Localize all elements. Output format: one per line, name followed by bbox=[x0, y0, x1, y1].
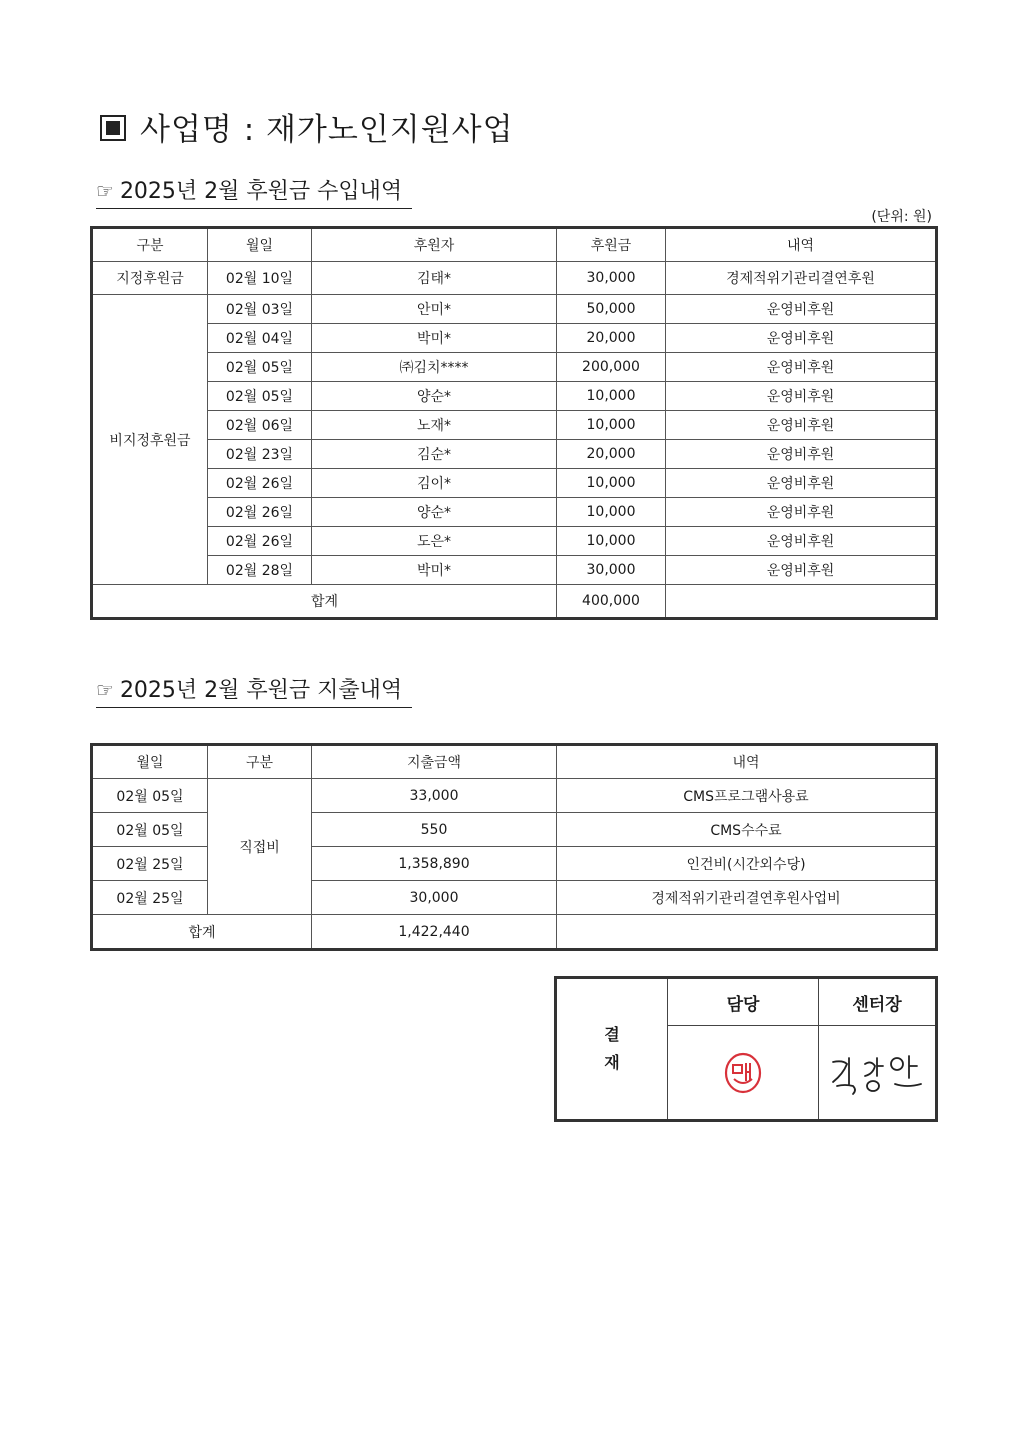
expense-date: 02월 05일 bbox=[92, 813, 208, 847]
income-donor: 노재* bbox=[312, 411, 557, 440]
income-amount: 20,000 bbox=[557, 324, 666, 353]
pointing-hand-icon: ☞ bbox=[96, 179, 114, 203]
income-date: 02월 26일 bbox=[208, 527, 312, 556]
income-date: 02월 10일 bbox=[208, 262, 312, 295]
expense-total-label: 합계 bbox=[92, 915, 312, 950]
income-amount: 30,000 bbox=[557, 556, 666, 585]
header-category: 구분 bbox=[208, 745, 312, 779]
expense-amount: 1,358,890 bbox=[312, 847, 557, 881]
income-amount: 30,000 bbox=[557, 262, 666, 295]
expense-detail: CMS프로그램사용료 bbox=[557, 779, 937, 813]
income-total-row bbox=[92, 585, 937, 619]
staff-seal bbox=[668, 1026, 819, 1119]
income-detail: 운영비후원 bbox=[666, 382, 937, 411]
income-detail: 운영비후원 bbox=[666, 295, 937, 324]
table-row bbox=[92, 382, 937, 411]
expense-date: 02월 25일 bbox=[92, 847, 208, 881]
expense-amount: 33,000 bbox=[312, 779, 557, 813]
expense-heading: ☞ 2025년 2월 후원금 지출내역 bbox=[96, 673, 412, 708]
income-donor: 김이* bbox=[312, 469, 557, 498]
income-donor: 양순* bbox=[312, 382, 557, 411]
income-date: 02월 26일 bbox=[208, 498, 312, 527]
income-amount: 20,000 bbox=[557, 440, 666, 469]
income-donor: 도은* bbox=[312, 527, 557, 556]
page-title: 사업명 : 재가노인지원사업 bbox=[100, 104, 514, 149]
header-detail: 내역 bbox=[557, 745, 937, 779]
income-donor: 안미* bbox=[312, 295, 557, 324]
income-amount: 50,000 bbox=[557, 295, 666, 324]
table-row bbox=[92, 498, 937, 527]
approval-box bbox=[554, 976, 938, 1122]
table-row bbox=[92, 295, 937, 324]
expense-detail: 경제적위기관리결연후원사업비 bbox=[557, 881, 937, 915]
header-amount: 지출금액 bbox=[312, 745, 557, 779]
expense-table bbox=[90, 743, 938, 951]
expense-total-row bbox=[92, 915, 937, 950]
income-detail: 경제적위기관리결연후원 bbox=[666, 262, 937, 295]
income-donor: 박미* bbox=[312, 324, 557, 353]
income-amount: 10,000 bbox=[557, 469, 666, 498]
income-heading: ☞ 2025년 2월 후원금 수입내역 bbox=[96, 174, 412, 209]
income-amount: 10,000 bbox=[557, 498, 666, 527]
table-row bbox=[92, 440, 937, 469]
seal-stamp-icon bbox=[722, 1051, 764, 1095]
income-detail: 운영비후원 bbox=[666, 527, 937, 556]
header-category: 구분 bbox=[92, 228, 208, 262]
income-detail: 운영비후원 bbox=[666, 469, 937, 498]
income-donor: 박미* bbox=[312, 556, 557, 585]
expense-amount: 550 bbox=[312, 813, 557, 847]
income-date: 02월 03일 bbox=[208, 295, 312, 324]
header-amount: 후원금 bbox=[557, 228, 666, 262]
table-row bbox=[92, 556, 937, 585]
income-detail: 운영비후원 bbox=[666, 440, 937, 469]
header-donor: 후원자 bbox=[312, 228, 557, 262]
pointing-hand-icon: ☞ bbox=[96, 678, 114, 702]
income-donor: ㈜김치**** bbox=[312, 353, 557, 382]
designated-label: 지정후원금 bbox=[92, 262, 208, 295]
square-bullet-icon bbox=[100, 115, 126, 141]
header-date: 월일 bbox=[92, 745, 208, 779]
expense-detail: CMS수수료 bbox=[557, 813, 937, 847]
income-total-label: 합계 bbox=[92, 585, 557, 619]
approval-col-staff: 담당 bbox=[668, 979, 819, 1026]
income-amount: 10,000 bbox=[557, 527, 666, 556]
approval-label: 결 재 bbox=[557, 979, 668, 1119]
header-date: 월일 bbox=[208, 228, 312, 262]
income-date: 02월 04일 bbox=[208, 324, 312, 353]
income-total-amount: 400,000 bbox=[557, 585, 666, 619]
unit-label: (단위: 원) bbox=[871, 209, 932, 225]
header-detail: 내역 bbox=[666, 228, 937, 262]
income-detail: 운영비후원 bbox=[666, 411, 937, 440]
undesignated-label: 비지정후원금 bbox=[92, 295, 208, 585]
income-date: 02월 06일 bbox=[208, 411, 312, 440]
expense-header-row bbox=[92, 745, 937, 779]
table-row bbox=[92, 527, 937, 556]
expense-date: 02월 25일 bbox=[92, 881, 208, 915]
table-row bbox=[92, 324, 937, 353]
table-row bbox=[92, 262, 937, 295]
income-date: 02월 26일 bbox=[208, 469, 312, 498]
income-total-detail bbox=[666, 585, 937, 619]
approval-col-director: 센터장 bbox=[819, 979, 935, 1026]
income-detail: 운영비후원 bbox=[666, 324, 937, 353]
income-detail: 운영비후원 bbox=[666, 353, 937, 382]
income-donor: 김순* bbox=[312, 440, 557, 469]
income-date: 02월 23일 bbox=[208, 440, 312, 469]
income-detail: 운영비후원 bbox=[666, 556, 937, 585]
income-amount: 10,000 bbox=[557, 382, 666, 411]
expense-category: 직접비 bbox=[208, 779, 312, 915]
income-date: 02월 28일 bbox=[208, 556, 312, 585]
income-detail: 운영비후원 bbox=[666, 498, 937, 527]
income-date: 02월 05일 bbox=[208, 382, 312, 411]
income-table bbox=[90, 226, 938, 620]
expense-amount: 30,000 bbox=[312, 881, 557, 915]
income-donor: 김태* bbox=[312, 262, 557, 295]
handwritten-signature-icon bbox=[827, 1050, 927, 1096]
income-amount: 200,000 bbox=[557, 353, 666, 382]
income-header-row bbox=[92, 228, 937, 262]
expense-detail: 인건비(시간외수당) bbox=[557, 847, 937, 881]
expense-total-detail bbox=[557, 915, 937, 950]
table-row bbox=[92, 411, 937, 440]
expense-date: 02월 05일 bbox=[92, 779, 208, 813]
expense-total-amount: 1,422,440 bbox=[312, 915, 557, 950]
table-row bbox=[92, 779, 937, 813]
table-row bbox=[92, 353, 937, 382]
table-row bbox=[92, 469, 937, 498]
income-amount: 10,000 bbox=[557, 411, 666, 440]
director-signature bbox=[819, 1026, 935, 1119]
income-donor: 양순* bbox=[312, 498, 557, 527]
income-date: 02월 05일 bbox=[208, 353, 312, 382]
